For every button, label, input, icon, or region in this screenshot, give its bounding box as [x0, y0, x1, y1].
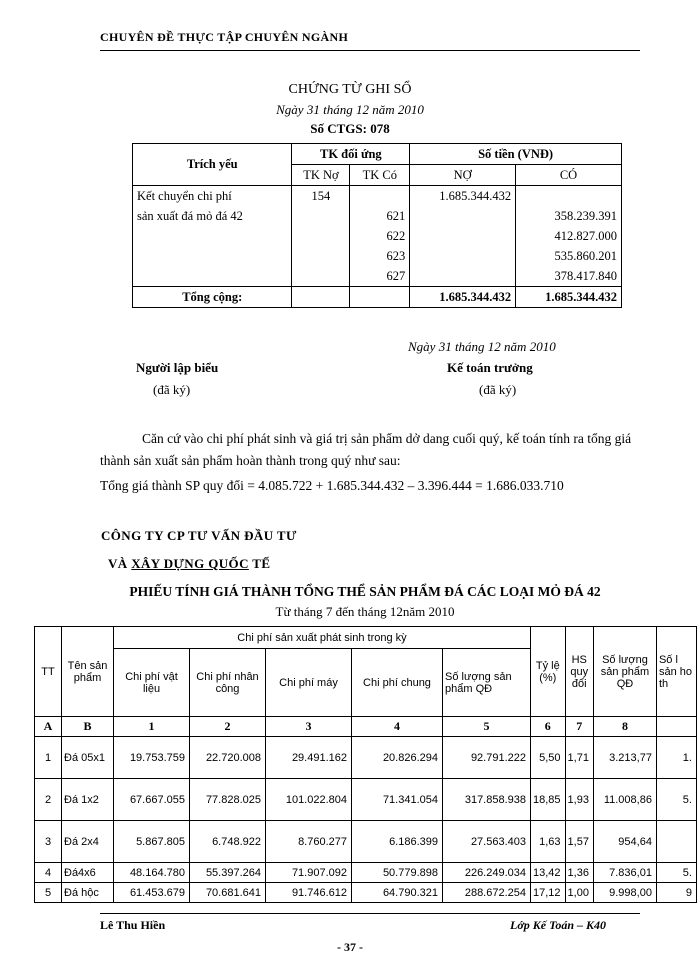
credit-amount: 412.827.000 [516, 226, 622, 246]
voucher-title: CHỨNG TỪ GHI SỔ [288, 82, 412, 97]
chief-accountant-note: (đã ký) [479, 382, 517, 397]
row-cut: 9 [656, 883, 696, 903]
credit-account: 622 [350, 226, 410, 246]
col-account: TK đối ứng [292, 144, 410, 165]
row-ratio: 1,63 [531, 821, 566, 863]
row-hs: 1,00 [565, 883, 593, 903]
row-tt: 2 [35, 779, 62, 821]
company-line2-underlined: XÂY DỰNG QUỐC [131, 556, 249, 571]
document-header: CHUYÊN ĐỀ THỰC TẬP CHUYÊN NGÀNH [100, 30, 349, 44]
row-total: 27.563.403 [443, 821, 531, 863]
footer-divider [100, 913, 640, 914]
row-cut: 1. [656, 737, 696, 779]
col-summary: Trích yếu [133, 144, 292, 186]
row-ratio: 18,85 [531, 779, 566, 821]
page-number: - 37 - [337, 940, 363, 954]
code-cell: 2 [190, 717, 266, 737]
company-line2-suffix: TẾ [248, 556, 271, 571]
col-hs: HS quy đổi [565, 627, 593, 717]
summary-line-2: sản xuất đá mỏ đá 42 [133, 206, 292, 226]
credit-account: 621 [350, 206, 410, 226]
credit-account: 623 [350, 246, 410, 266]
row-general: 6.186.399 [352, 821, 443, 863]
row-product: Đá4x6 [62, 863, 114, 883]
row-labor: 6.748.922 [190, 821, 266, 863]
row-machine: 91.746.612 [266, 883, 352, 903]
row-product: Đá 2x4 [62, 821, 114, 863]
code-cell: A [35, 717, 62, 737]
row-hs: 1,57 [565, 821, 593, 863]
table-row [35, 779, 697, 821]
row-ratio: 13,42 [531, 863, 566, 883]
row-qty: 9.998,00 [593, 883, 656, 903]
row-hs: 1,71 [565, 737, 593, 779]
col-general: Chi phí chung [352, 649, 443, 717]
col-credit-account: TK Có [350, 165, 410, 186]
row-ratio: 17,12 [531, 883, 566, 903]
row-material: 61.453.679 [114, 883, 190, 903]
row-cut [656, 821, 696, 863]
table-row [35, 883, 697, 903]
row-product: Đá 05x1 [62, 737, 114, 779]
code-cell: 4 [352, 717, 443, 737]
cost-table [34, 626, 697, 903]
row-qty: 3.213,77 [593, 737, 656, 779]
row-labor: 55.397.264 [190, 863, 266, 883]
col-debit-account: TK Nợ [292, 165, 350, 186]
row-labor: 70.681.641 [190, 883, 266, 903]
row-general: 64.790.321 [352, 883, 443, 903]
row-tt: 3 [35, 821, 62, 863]
footer-author: Lê Thu Hiền [100, 918, 166, 932]
table-row [133, 266, 622, 287]
row-tt: 4 [35, 863, 62, 883]
table-row [35, 821, 697, 863]
row-material: 67.667.055 [114, 779, 190, 821]
row-machine: 71.907.092 [266, 863, 352, 883]
table-row [133, 226, 622, 246]
row-cut: 5. [656, 863, 696, 883]
credit-amount: 358.239.391 [516, 206, 622, 226]
col-machine: Chi phí máy [266, 649, 352, 717]
total-row [133, 287, 622, 308]
code-row [35, 717, 697, 737]
col-amount: Số tiền (VNĐ) [410, 144, 622, 165]
col-ratio: Tỷ lệ (%) [531, 627, 566, 717]
row-qty: 11.008,86 [593, 779, 656, 821]
company-name-line-1: CÔNG TY CP TƯ VẤN ĐẦU TƯ [101, 528, 297, 543]
debit-amount: 1.685.344.432 [410, 186, 516, 207]
row-labor: 77.828.025 [190, 779, 266, 821]
table-row [35, 737, 697, 779]
row-hs: 1,93 [565, 779, 593, 821]
col-material: Chi phí vật liệu [114, 649, 190, 717]
credit-amount: 378.417.840 [516, 266, 622, 287]
row-product: Đá 1x2 [62, 779, 114, 821]
company-name-line-2 [108, 556, 270, 572]
table-row [133, 186, 622, 207]
table-row [133, 246, 622, 266]
row-tt: 1 [35, 737, 62, 779]
credit-account: 627 [350, 266, 410, 287]
credit-amount: 535.860.201 [516, 246, 622, 266]
total-debit: 1.685.344.432 [410, 287, 516, 308]
sheet-title: PHIẾU TÍNH GIÁ THÀNH TỔNG THỂ SẢN PHẨM ĐÁ CÁC LOẠI MỎ ĐÁ 42 [129, 584, 601, 599]
row-total: 288.672.254 [443, 883, 531, 903]
header-divider [100, 50, 640, 51]
chief-accountant-title: Kế toán trưởng [447, 360, 533, 375]
debit-account: 154 [292, 186, 350, 207]
col-tt: TT [35, 627, 62, 717]
row-qty: 7.836,01 [593, 863, 656, 883]
row-total: 317.858.938 [443, 779, 531, 821]
col-credit: CÓ [516, 165, 622, 186]
code-cell: 5 [443, 717, 531, 737]
footer-class: Lớp Kế Toán – K40 [510, 918, 607, 932]
voucher-date: Ngày 31 tháng 12 năm 2010 [276, 102, 424, 117]
row-general: 71.341.054 [352, 779, 443, 821]
code-cell: 8 [593, 717, 656, 737]
row-material: 19.753.759 [114, 737, 190, 779]
row-qty: 954,64 [593, 821, 656, 863]
row-ratio: 5,50 [531, 737, 566, 779]
preparer-note: (đã ký) [153, 382, 191, 397]
row-machine: 29.491.162 [266, 737, 352, 779]
col-labor: Chi phí nhân công [190, 649, 266, 717]
row-general: 50.779.898 [352, 863, 443, 883]
col-qty-sp: Số lượng sản phẩm QĐ [593, 627, 656, 717]
row-material: 48.164.780 [114, 863, 190, 883]
table-row [35, 863, 697, 883]
code-cell: 6 [531, 717, 566, 737]
col-cut: Số l sản ho th [656, 627, 696, 717]
col-qty-qd: Số lượng sản phẩm QĐ [443, 649, 531, 717]
preparer-title: Người lập biểu [136, 360, 219, 375]
row-product: Đá hộc [62, 883, 114, 903]
code-cell: 3 [266, 717, 352, 737]
row-total: 92.791.222 [443, 737, 531, 779]
row-tt: 5 [35, 883, 62, 903]
signature-date: Ngày 31 tháng 12 năm 2010 [408, 339, 556, 354]
voucher-number: Số CTGS: 078 [310, 121, 390, 136]
col-cost-group: Chi phí sản xuất phát sinh trong kỳ [114, 627, 531, 649]
cost-formula: Tổng giá thành SP quy đổi = 4.085.722 + 1.685.344.432 – 3.396.444 = 1.686.033.710 [100, 478, 564, 493]
company-line2-prefix: VÀ [108, 556, 132, 571]
code-cell: 1 [114, 717, 190, 737]
row-hs: 1,36 [565, 863, 593, 883]
col-debit: NỢ [410, 165, 516, 186]
body-paragraph: Căn cứ vào chi phí phát sinh và giá trị sản phẩm dở dang cuối quý, kế toán tính ra tổng giá thành sản xuất sản phẩm hoàn thành trong quý như sau: [100, 431, 632, 468]
row-material: 5.867.805 [114, 821, 190, 863]
code-cell: B [62, 717, 114, 737]
total-label: Tổng cộng: [133, 287, 292, 308]
summary-line-1: Kết chuyển chi phí [133, 186, 292, 207]
code-cell: 7 [565, 717, 593, 737]
total-credit: 1.685.344.432 [516, 287, 622, 308]
row-total: 226.249.034 [443, 863, 531, 883]
table-row [133, 206, 622, 226]
row-general: 20.826.294 [352, 737, 443, 779]
voucher-table [132, 143, 622, 308]
row-machine: 101.022.804 [266, 779, 352, 821]
col-product: Tên sản phẩm [62, 627, 114, 717]
row-labor: 22.720.008 [190, 737, 266, 779]
row-machine: 8.760.277 [266, 821, 352, 863]
sheet-period: Từ tháng 7 đến tháng 12năm 2010 [275, 604, 455, 619]
row-cut: 5. [656, 779, 696, 821]
